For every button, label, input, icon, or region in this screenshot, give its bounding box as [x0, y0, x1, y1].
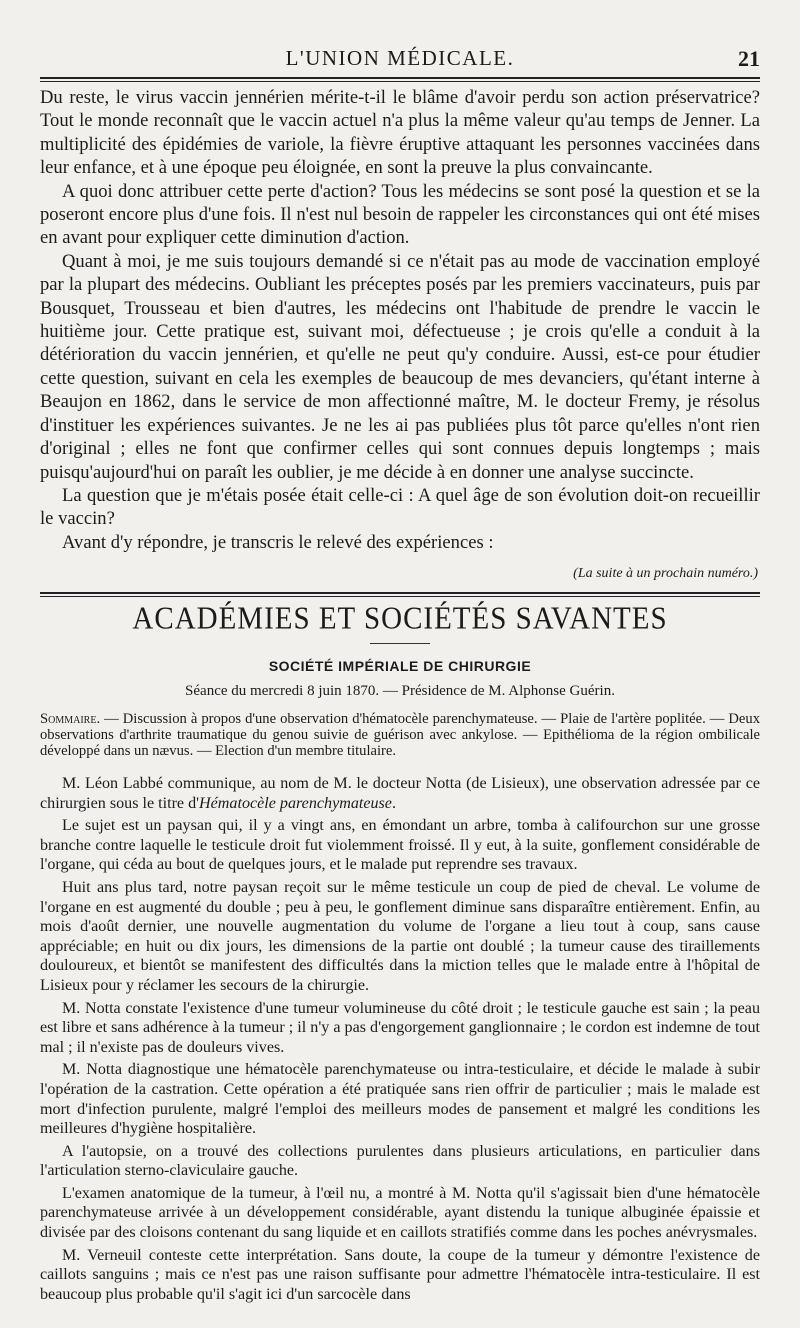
section-rule-thin [40, 596, 760, 597]
report-paragraph [40, 774, 760, 813]
header-rule [40, 77, 760, 79]
report-intro-end: . [391, 794, 396, 812]
report-paragraph: M. Verneuil conteste cette interprétation. Sans doute, la coupe de la tumeur y démontre l'existence de caillots sanguins ; mais ce n'est pas une raison suffisante pour admettre l'hématocèle intra-testiculaire. Il est beaucoup plus probable qu'il s'agit ici d'un sarcocèle dans [40, 1246, 760, 1303]
seance-line: Séance du mercredi 8 juin 1870. — Présidence de M. Alphonse Guérin. [185, 683, 615, 699]
running-head [40, 44, 760, 74]
article-paragraph: A quoi donc attribuer cette perte d'action? Tous les médecins se sont posé la question et se la poseront encore plus d'une fois. Il n'est nul besoin de rappeler les circonstances qui ont été mises en avant pour expliquer cette diminution d'action. [40, 180, 760, 249]
article-paragraph: Du reste, le virus vaccin jennérien mérite-t-il le blâme d'avoir perdu son action préservatrice? Tout le monde reconnaît que le vaccin actuel n'a plus la même valeur qu'au temps de Jenner. La multiplicité des épidémies de variole, la fièvre éruptive attaquant les personnes vaccinées dans leur enfance, et à une époque peu éloignée, en sont la preuve la plus convaincante. [40, 87, 760, 179]
report-paragraph: M. Notta diagnostique une hématocèle parenchymateuse ou intra-testiculaire, et décide le malade à subir l'opération de la castration. Cette opération a été pratiquée sans rien offrir de particulier ; mais le malade est mort d'infection purulente, malgré l'emploi des meilleurs modes de pansement et malgré les conditions les meilleures d'hygiène hospitalière. [40, 1061, 760, 1138]
report-paragraph: A l'autopsie, on a trouvé des collections purulentes dans plusieurs articulations, en particulier dans l'articulation sterno-claviculaire gauche. [40, 1142, 760, 1180]
article-paragraph: Quant à moi, je me suis toujours demandé si ce n'était pas au mode de vaccination employé par la plupart des médecins. Oubliant les préceptes posés par les premiers vaccinateurs, puis par Bousquet, Trousseau et bien d'autres, les médecins ont l'habitude de prendre le vaccin le huitième jour. Cette pratique est, suivant moi, défectueuse ; je crois qu'elle a conduit à la détérioration du vaccin jennérien, et qu'elle ne peut qu'y conduire. Aussi, est-ce pour étudier cette question, suivant en cela les exemples de beaucoup de mes devanciers, qu'étant interne à Beaujon en 1862, dans le service de mon affectionné maître, M. le docteur Fremy, je résolus d'instituer les expériences suivantes. Je ne les ai pas publiées plus tôt parce qu'elles n'ont rien d'original ; elles ne font que confirmer celles qui sont connues depuis longtemps ; mais puisqu'aujourd'hui on paraît les oublier, je me décide à en donner une analyse succincte. [40, 250, 760, 483]
header-rule-thin [40, 81, 760, 82]
article-paragraph: La question que je m'étais posée était celle-ci : A quel âge de son évolution doit-on recueillir le vaccin? [40, 484, 760, 530]
article-body [40, 86, 760, 554]
report-intro-italic: Hématocèle parenchymateuse [199, 794, 392, 812]
sommaire [40, 711, 760, 759]
page-number: 21 [738, 46, 760, 71]
continued-note: (La suite à un prochain numéro.) [573, 566, 758, 581]
article-paragraph: Avant d'y répondre, je transcris le relevé des expériences : [62, 531, 494, 553]
running-title: L'UNION MÉDICALE. [285, 46, 515, 70]
sommaire-text: — Discussion à propos d'une observation d'hématocèle parenchymateuse. — Plaie de l'artère poplitée. — Deux observations d'arthrite traumatique du genou suivie de guérison avec ankylose. — Epithélioma de la région ombilicale développé dans un nævus. — Election d'un membre titulaire. [40, 711, 760, 759]
report-paragraph: L'examen anatomique de la tumeur, à l'œil nu, a montré à M. Notta qu'il s'agissait bien d'une hématocèle parenchymateuse arrivée à un développement considérable, ayant distendu la tunique albuginée épaissie et divisée par des cloisons contenant du sang liquide et en caillots stratifiés comme dans les poches anévrysmales. [40, 1184, 760, 1242]
report-paragraph: Le sujet est un paysan qui, il y a vingt ans, en émondant un arbre, tomba à califourchon sur une grosse branche contre laquelle le testicule droit fut violemment froissé. Il y eut, à la suite, gonflement considérable de l'organe, qui céda au bout de quelques jours, et le malade put reprendre ses travaux. [40, 817, 760, 874]
society-report [40, 774, 760, 1307]
section-title: ACADÉMIES ET SOCIÉTÉS SAVANTES [132, 601, 668, 637]
report-paragraph: M. Notta constate l'existence d'une tumeur volumineuse du côté droit ; le testicule gauche est sain ; la peau est libre et sans adhérence à la tumeur ; il n'y a pas d'engorgement ganglionnaire ; le cordon est indemne de tout mal ; il n'existe pas de douleurs vives. [40, 999, 760, 1056]
section-rule [40, 592, 760, 594]
title-underline [370, 643, 430, 644]
report-intro: M. Léon Labbé communique, au nom de M. le docteur Notta (de Lisieux), une observation adressée par ce chirurgien sous le titre d' [40, 775, 760, 812]
sommaire-label: Sommaire. [40, 711, 101, 727]
society-heading: SOCIÉTÉ IMPÉRIALE DE CHIRURGIE [268, 658, 532, 674]
report-paragraph: Huit ans plus tard, notre paysan reçoit sur le même testicule un coup de pied de cheval. Le volume de l'organe en est augmenté du double ; peu à peu, le gonflement diminue sans disparaître entièrement. Enfin, au mois d'août dernier, une nouvelle augmentation du volume de l'organe a lieu tout à coup, sans cause appréciable; en huit ou dix jours, les dimensions de la partie ont doublé ; la tumeur cause des tiraillements douloureux, et bientôt se manifestent des difficultés dans la miction telles que le malade entre à l'hôpital de Lisieux pour y réclamer les secours de la chirurgie. [40, 878, 760, 994]
